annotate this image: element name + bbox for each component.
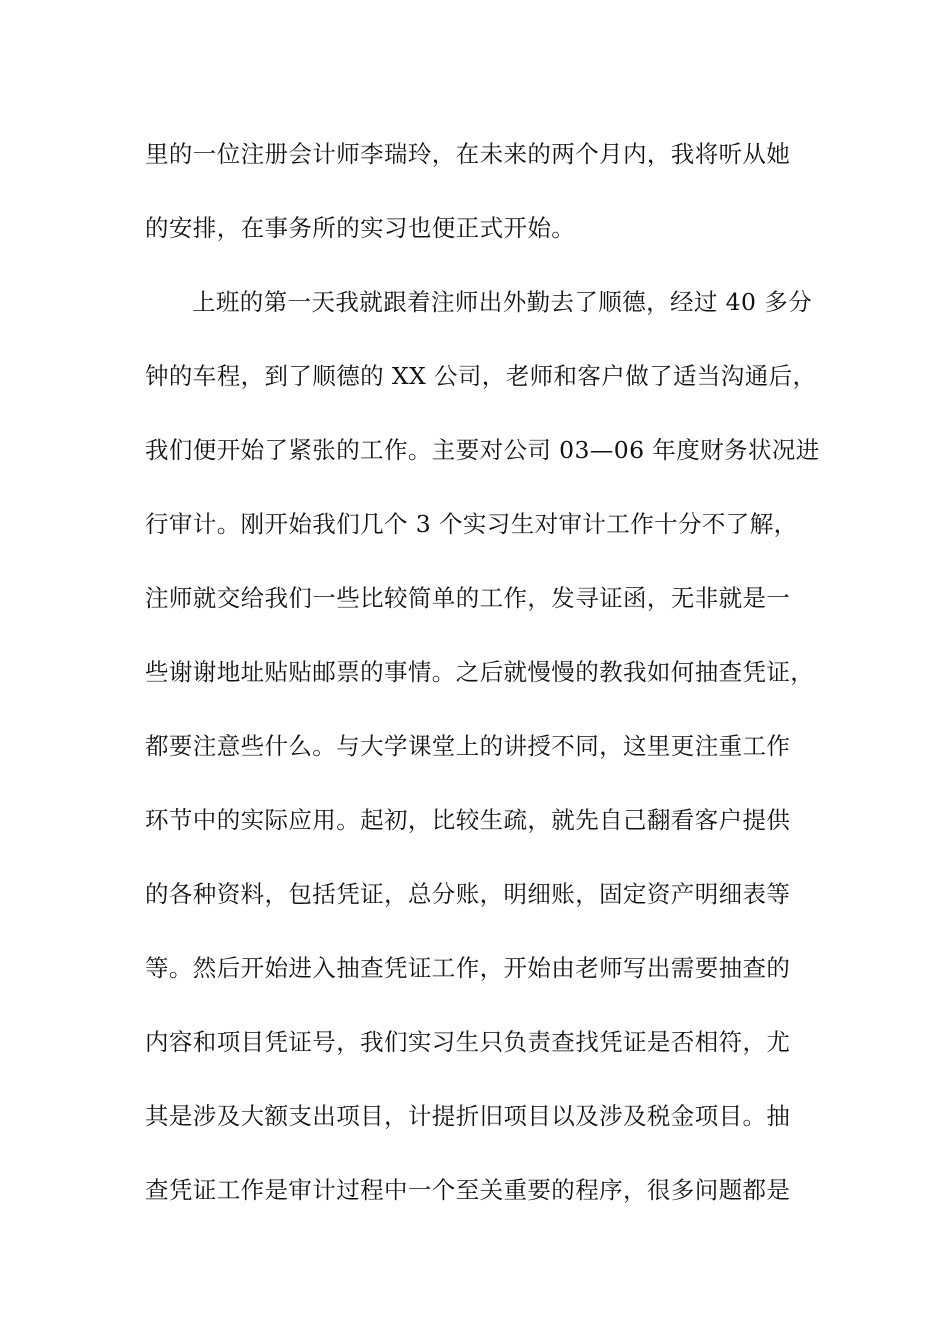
text-line: 环节中的实际应用。起初，比较生疏，就先自己翻看客户提供 xyxy=(145,806,791,834)
text-line: 钟的车程，到了顺德的 XX 公司，老师和客户做了适当沟通后， xyxy=(145,362,817,390)
text-line: 内容和项目凭证号，我们实习生只负责查找凭证是否相符，尤 xyxy=(145,1028,791,1056)
text-line: 查凭证工作是审计过程中一个至关重要的程序，很多问题都是 xyxy=(145,1176,791,1204)
body-text xyxy=(145,131,835,1241)
text-line: 些谢谢地址贴贴邮票的事情。之后就慢慢的教我如何抽查凭证， xyxy=(145,658,815,686)
text-line: 行审计。刚开始我们几个 3 个实习生对审计工作十分不了解， xyxy=(145,510,798,538)
text-line: 等。然后开始进入抽查凭证工作，开始由老师写出需要抽查的 xyxy=(145,954,791,982)
text-line: 我们便开始了紧张的工作。主要对公司 03—06 年度财务状况进 xyxy=(145,436,820,464)
text-line: 的各种资料，包括凭证，总分账，明细账，固定资产明细表等 xyxy=(145,880,791,908)
text-line: 都要注意些什么。与大学课堂上的讲授不同，这里更注重工作 xyxy=(145,732,791,760)
text-line: 里的一位注册会计师李瑞玲，在未来的两个月内，我将听从她 xyxy=(145,140,791,168)
text-line: 其是涉及大额支出项目，计提折旧项目以及涉及税金项目。抽 xyxy=(145,1102,791,1130)
text-line: 注师就交给我们一些比较简单的工作，发寻证函，无非就是一 xyxy=(145,584,791,612)
text-line: 的安排，在事务所的实习也便正式开始。 xyxy=(145,214,576,242)
paragraph-start-line: 上班的第一天我就跟着注师出外勤去了顺德，经过 40 多分 xyxy=(192,288,813,316)
